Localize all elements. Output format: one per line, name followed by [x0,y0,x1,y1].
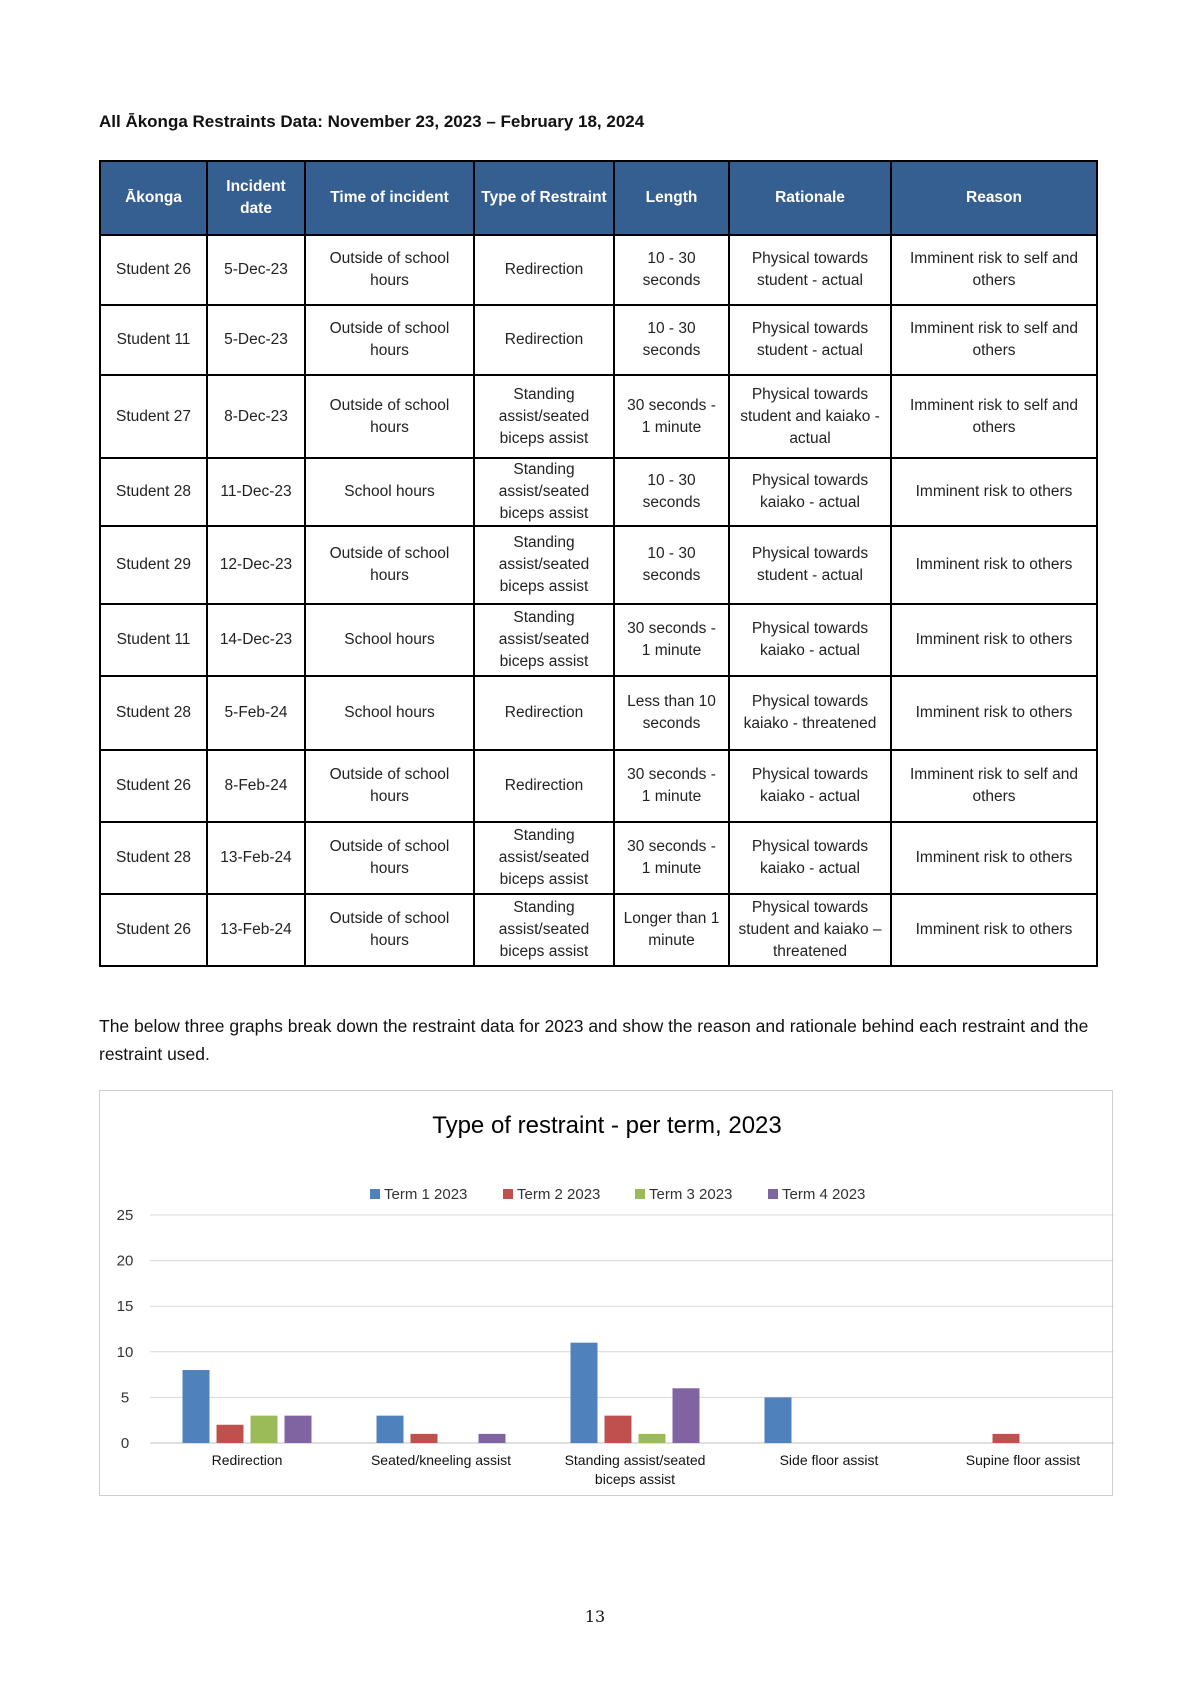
table-cell: Outside of school hours [305,750,474,822]
legend-swatch [635,1189,645,1199]
y-tick-label: 25 [116,1207,134,1224]
table-cell: Standing assist/seated biceps assist [474,894,614,966]
bar [377,1416,404,1443]
table-cell: Imminent risk to others [891,676,1097,750]
x-tick-label: Supine floor assist [965,1452,1081,1468]
legend-swatch [503,1189,513,1199]
table-cell: Imminent risk to others [891,894,1097,966]
x-tick-label: Standing assist/seated biceps assist [564,1452,706,1487]
table-cell: Longer than 1 minute [614,894,729,966]
bar [479,1434,506,1443]
table-cell: Physical towards kaiako - actual [729,604,891,676]
table-cell: Redirection [474,235,614,305]
table-cell: Standing assist/seated biceps assist [474,822,614,894]
table-cell: Student 26 [100,235,207,305]
table-cell: Student 27 [100,375,207,458]
chart-svg [100,1091,1114,1497]
table-cell: 12-Dec-23 [207,526,305,604]
table-cell: 10 - 30 seconds [614,305,729,375]
legend-swatch [370,1189,380,1199]
table-cell: 8-Dec-23 [207,375,305,458]
table-cell: Redirection [474,305,614,375]
chart-title: Type of restraint - per term, 2023 [432,1112,782,1139]
restraints-table [99,160,1098,967]
bar [285,1416,312,1443]
table-cell: Student 28 [100,676,207,750]
table-cell: 30 seconds - 1 minute [614,604,729,676]
bar [639,1434,666,1443]
table-row [100,676,1097,750]
table-cell: Less than 10 seconds [614,676,729,750]
table-cell: 5-Dec-23 [207,305,305,375]
column-header: Rationale [729,161,891,235]
table-cell: Student 28 [100,822,207,894]
y-tick-label: 5 [120,1389,130,1407]
table-cell: 14-Dec-23 [207,604,305,676]
table-cell: School hours [305,604,474,676]
bar [251,1416,278,1443]
table-cell: Physical towards kaiako - threatened [729,676,891,750]
table-cell: 30 seconds - 1 minute [614,822,729,894]
page-number: 13 [584,1607,606,1626]
table-cell: Student 26 [100,750,207,822]
table-cell: Outside of school hours [305,894,474,966]
bar [571,1343,598,1443]
table-cell: Physical towards kaiako - actual [729,750,891,822]
table-cell: Imminent risk to others [891,526,1097,604]
legend-swatch [768,1189,778,1199]
table-cell: Imminent risk to self and others [891,375,1097,458]
table-cell: Physical towards student - actual [729,526,891,604]
table-cell: 10 - 30 seconds [614,235,729,305]
table-cell: Physical towards student and kaiako – threatened [729,894,891,966]
table-cell: Outside of school hours [305,375,474,458]
table-cell: Physical towards kaiako - actual [729,458,891,526]
table-cell: Redirection [474,676,614,750]
table-row [100,235,1097,305]
table-cell: School hours [305,458,474,526]
table-cell: 10 - 30 seconds [614,458,729,526]
y-tick-label: 15 [116,1298,134,1316]
table-cell: Student 29 [100,526,207,604]
table-row [100,458,1097,526]
column-header: Ākonga [100,161,207,235]
legend-label: Term 4 2023 [782,1186,866,1203]
bar [217,1425,244,1443]
table-cell: 13-Feb-24 [207,822,305,894]
table-cell: 5-Dec-23 [207,235,305,305]
table-cell: Student 11 [100,604,207,676]
table-cell: Student 26 [100,894,207,966]
table-row [100,375,1097,458]
table-cell: Standing assist/seated biceps assist [474,526,614,604]
table-cell: Outside of school hours [305,822,474,894]
bar [605,1416,632,1443]
table-cell: Imminent risk to others [891,604,1097,676]
table-cell: Standing assist/seated biceps assist [474,604,614,676]
table-row [100,526,1097,604]
legend-label: Term 3 2023 [649,1186,733,1203]
legend-label: Term 1 2023 [384,1186,468,1203]
column-header: Length [614,161,729,235]
bar [673,1388,700,1443]
column-header: Incident date [207,161,305,235]
table-row [100,604,1097,676]
bar [411,1434,438,1443]
table-body [100,235,1097,966]
table-row [100,305,1097,375]
page-heading: All Ākonga Restraints Data: November 23, 2023 – February 18, 2024 [99,112,645,131]
table-cell: Outside of school hours [305,235,474,305]
bar [993,1434,1020,1443]
x-tick-label: Redirection [211,1452,283,1468]
table-cell: Imminent risk to self and others [891,305,1097,375]
table-cell: Student 11 [100,305,207,375]
intro-paragraph: The below three graphs break down the restraint data for 2023 and show the reason and rationale behind each restraint and the restraint used. [99,1016,1089,1064]
table-cell: 8-Feb-24 [207,750,305,822]
y-tick-label: 20 [116,1252,134,1270]
column-header: Time of incident [305,161,474,235]
column-header: Reason [891,161,1097,235]
legend-label: Term 2 2023 [517,1186,601,1203]
table-cell: Standing assist/seated biceps assist [474,458,614,526]
table-cell: Imminent risk to self and others [891,235,1097,305]
table-cell: School hours [305,676,474,750]
restraint-type-chart [99,1090,1113,1496]
table-cell: 13-Feb-24 [207,894,305,966]
x-tick-label: Seated/kneeling assist [370,1452,512,1468]
table-cell: Physical towards kaiako - actual [729,822,891,894]
column-header: Type of Restraint [474,161,614,235]
bar [765,1397,792,1443]
table-cell: Standing assist/seated biceps assist [474,375,614,458]
table-cell: 11-Dec-23 [207,458,305,526]
table-cell: Physical towards student - actual [729,235,891,305]
table-row [100,894,1097,966]
table-cell: Physical towards student and kaiako - actual [729,375,891,458]
table-cell: Imminent risk to others [891,822,1097,894]
table-row [100,822,1097,894]
table-cell: Imminent risk to self and others [891,750,1097,822]
y-tick-label: 10 [116,1343,134,1361]
table-cell: Imminent risk to others [891,458,1097,526]
table-cell: Redirection [474,750,614,822]
table-cell: Outside of school hours [305,526,474,604]
table-cell: Outside of school hours [305,305,474,375]
table-cell: 5-Feb-24 [207,676,305,750]
table-cell: Student 28 [100,458,207,526]
bar [183,1370,210,1443]
table-cell: 30 seconds - 1 minute [614,375,729,458]
table-cell: 10 - 30 seconds [614,526,729,604]
y-tick-label: 0 [120,1435,130,1452]
x-tick-label: Side floor assist [779,1452,879,1468]
table-cell: Physical towards student - actual [729,305,891,375]
table-header-row [100,161,1097,235]
table-cell: 30 seconds - 1 minute [614,750,729,822]
table-row [100,750,1097,822]
